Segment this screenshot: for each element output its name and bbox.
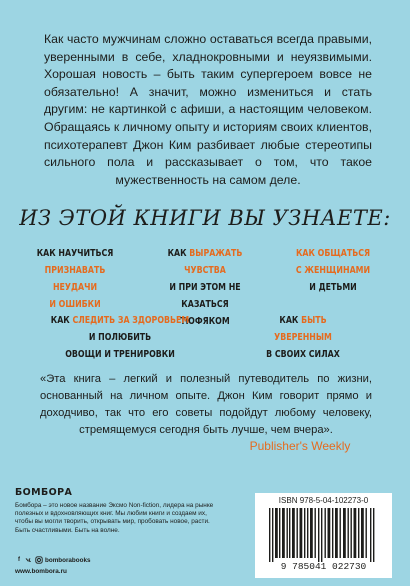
item-text: КАК [50,315,73,326]
item-highlight: С ЖЕНЩИНАМИ [295,265,371,276]
quote-source: Publisher's Weekly [249,439,351,453]
social-links [15,556,90,564]
item-line [150,245,260,279]
barcode-bars [267,508,380,562]
item-highlight: И ОШИБКИ [49,299,101,310]
item-line: КАК НАУЧИТЬСЯ [36,248,114,259]
barcode-number: 9 785041 022730 [280,561,367,572]
learning-item-1 [30,245,120,313]
vk-icon [25,556,33,564]
item-line [250,312,357,346]
item-highlight: ВЫРАЖАТЬ ЧУВСТВА [184,248,243,276]
item-line: И ДЕТЬМИ [309,282,357,293]
learning-item-3 [288,245,378,296]
intro-paragraph: Как часто мужчинам сложно оставаться всегда правыми, уверенными в себе, хладнокровными и неуязвимыми. Хорошая новость – быть таким супергероем вовсе не обязательно! А значит, можно измениться и стать другим: не картинкой с афиши, а настоящим человеком. Обращаясь к личному опыту и историям своих клиентов, психотерапевт Джон Ким разбивает любые стереотипы сильного пола и рассказывает о том, что такое мужественность на самом деле. [44,32,372,187]
publisher-description: Бомбора – это новое название Эксмо Non-fiction, лидера на рынке полезных и вдохновляющих книг. Мы любим книги и создаем их, чтобы вы могли творить, открывать мир, пробовать новое, расти. Быть счастливыми. Быть на волне. [15,502,214,534]
social-handle: bomborabooks [45,556,91,564]
facebook-icon: f [18,557,20,563]
publisher-logo: БОМБОРА [15,487,73,498]
item-highlight: БЫТЬ УВЕРЕННЫМ [274,315,332,343]
item-text: КАК [167,248,190,259]
item-line: И ПРИ ЭТОМ НЕ КАЗАТЬСЯ [169,282,241,310]
item-text: КАК [279,315,302,326]
section-heading: ИЗ ЭТОЙ КНИГИ ВЫ УЗНАЕТЕ: [19,206,391,230]
barcode [255,493,392,578]
item-highlight: СЛЕДИТЬ ЗА ЗДОРОВЬЕМ [72,315,190,326]
learning-item-4 [46,312,194,363]
item-text: И ПОЛЮБИТЬ [88,332,152,343]
website: www.bombora.ru [15,568,67,575]
item-highlight: КАК ОБЩАТЬСЯ [295,248,371,259]
isbn: ISBN 978-5-04-102273-0 [278,496,369,505]
item-highlight: ПРИЗНАВАТЬ НЕУДАЧИ [44,265,106,293]
item-line: ТЮФЯКОМ [180,316,230,327]
item-line: ОВОЩИ И ТРЕНИРОВКИ [65,349,175,360]
instagram-icon [35,556,43,564]
item-line [46,312,194,346]
review-quote: «Эта книга – легкий и полезный путеводитель по жизни, основанный на личном опыте. Джон Ким говорит прямо и доходчиво, так что его советы подойдут любому человеку, стремящемуся сегодня быть лучше, чем вчера». [40,373,372,436]
item-line: В СВОИХ СИЛАХ [266,349,340,360]
learning-item-5 [250,312,357,363]
